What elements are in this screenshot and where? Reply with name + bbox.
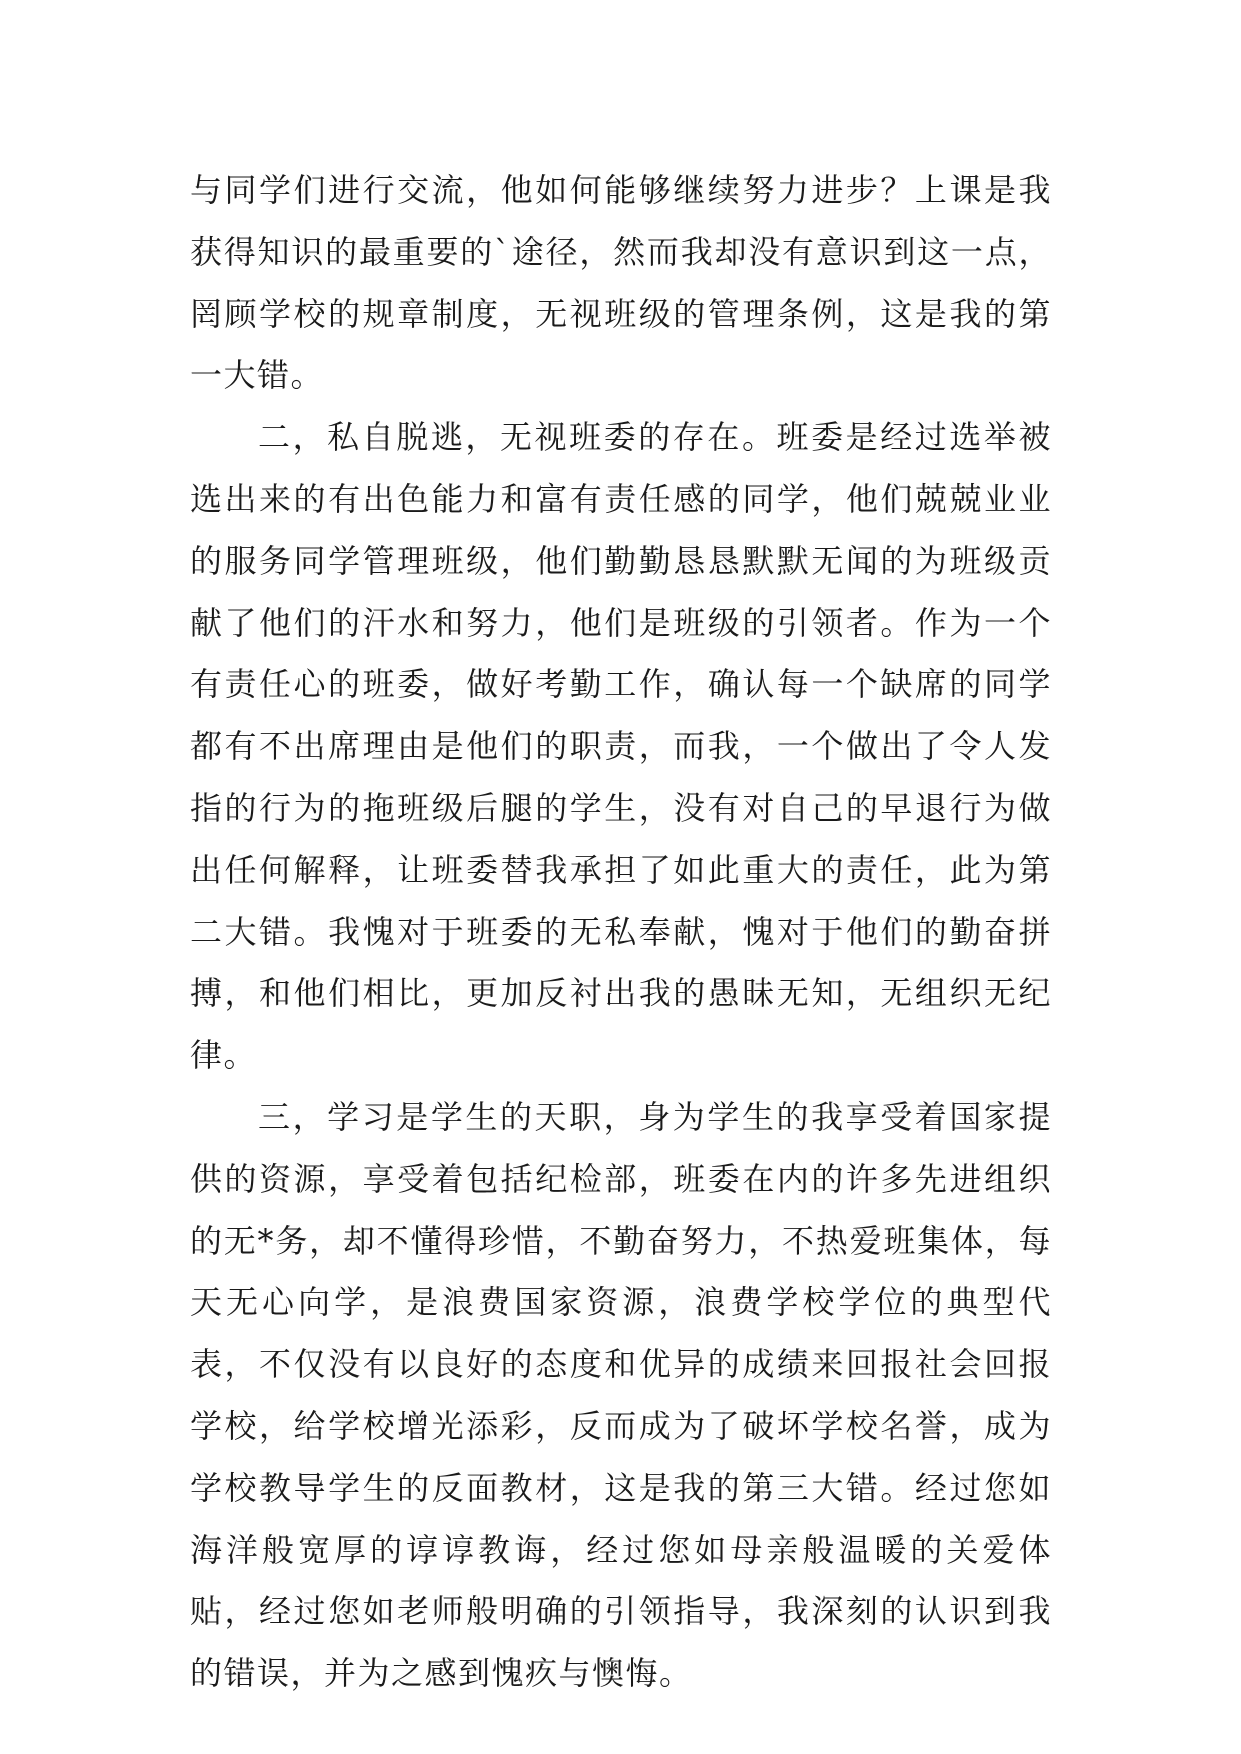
document-body <box>190 160 1052 1705</box>
paragraph-continuation: 与同学们进行交流，他如何能够继续努力进步？上课是我获得知识的最重要的`途径，然而我却没有意识到这一点，罔顾学校的规章制度，无视班级的管理条例，这是我的第一大错。 <box>190 171 1052 395</box>
paragraph-second-error: 二，私自脱逃，无视班委的存在。班委是经过选举被选出来的有出色能力和富有责任感的同学，他们兢兢业业的服务同学管理班级，他们勤勤恳恳默默无闻的为班级贡献了他们的汗水和努力，他们是班级的引领者。作为一个有责任心的班委，做好考勤工作，确认每一个缺席的同学都有不出席理由是他们的职责，而我，一个做出了令人发指的行为的拖班级后腿的学生，没有对自己的早退行为做出任何解释，让班委替我承担了如此重大的责任，此为第二大错。我愧对于班委的无私奉献，愧对于他们的勤奋拼搏，和他们相比，更加反衬出我的愚昧无知，无组织无纪律。 <box>190 418 1052 1075</box>
paragraph-third-error: 三，学习是学生的天职，身为学生的我享受着国家提供的资源，享受着包括纪检部，班委在内的许多先进组织的无*务，却不懂得珍惜，不勤奋努力，不热爱班集体，每天无心向学，是浪费国家资源，浪费学校学位的典型代表，不仅没有以良好的态度和优异的成绩来回报社会回报学校，给学校增光添彩，反而成为了破坏学校名誉，成为学校教导学生的反面教材，这是我的第三大错。经过您如海洋般宽厚的谆谆教诲，经过您如母亲般温暖的关爱体贴，经过您如老师般明确的引领指导，我深刻的认识到我的错误，并为之感到愧疚与懊悔。 <box>190 1097 1052 1693</box>
